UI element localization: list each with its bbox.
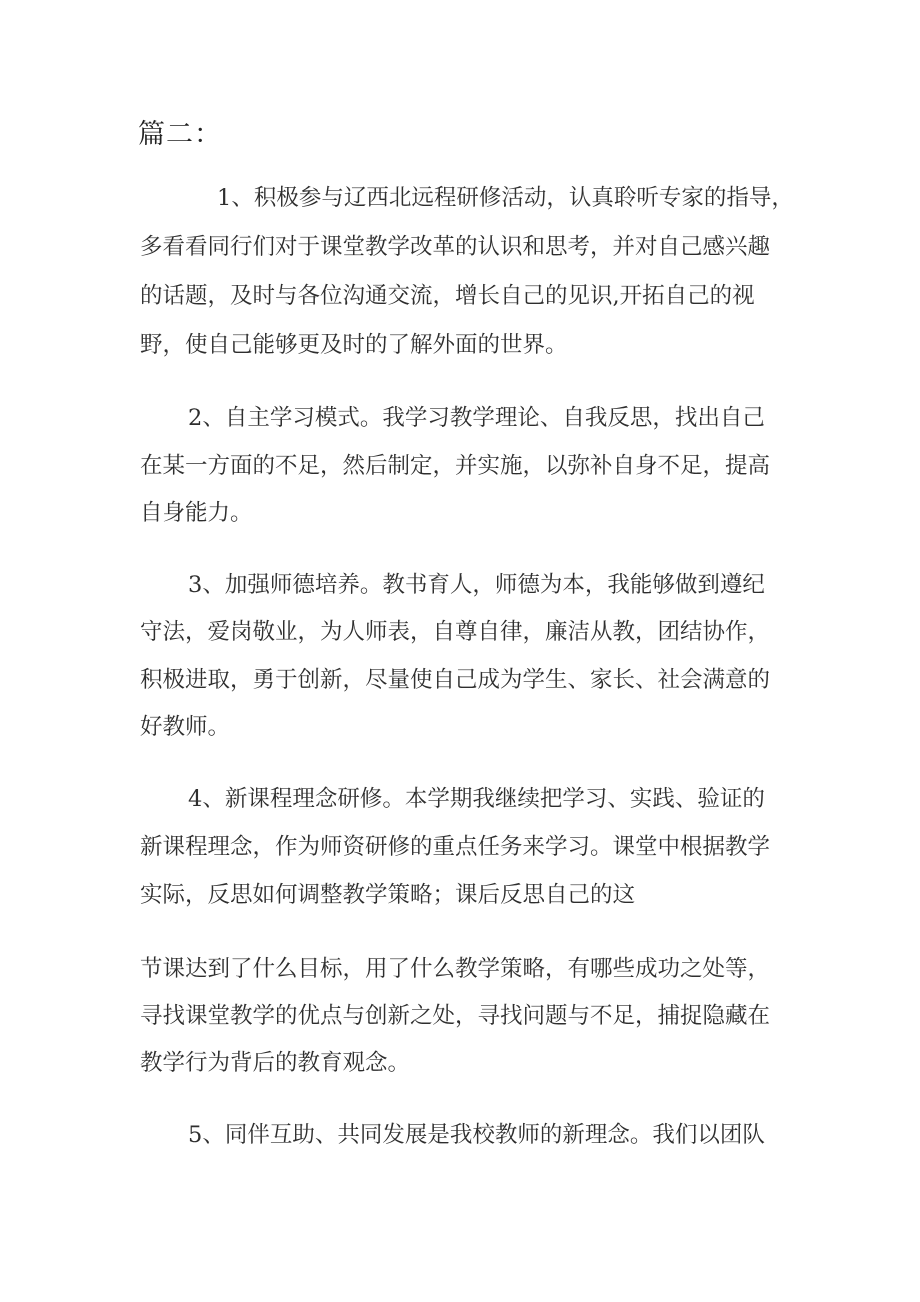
paragraph-1-line-4: 野，使自己能够更及时的了解外面的世界。 <box>140 332 568 358</box>
paragraph-5-line-2: 寻找课堂教学的优点与创新之处，寻找问题与不足，捕捉隐藏在 <box>140 1003 771 1029</box>
paragraph-3-line-4: 好教师。 <box>140 714 231 740</box>
paragraph-5-line-1: 节课达到了什么目标，用了什么教学策略，有哪些成功之处等， <box>140 956 771 982</box>
paragraph-4-line-3: 实际，反思如何调整教学策略；课后反思自己的这 <box>140 882 636 908</box>
paragraph-1-line-1: 1、积极参与辽西北远程研修活动，认真聆听专家的指导， <box>217 185 794 211</box>
paragraph-1-line-3: 的话题，及时与各位沟通交流，增长自己的见识,开拓自己的视 <box>140 283 755 309</box>
paragraph-3-line-3: 积极进取，勇于创新，尽量使自己成为学生、家长、社会满意的 <box>140 667 771 693</box>
paragraph-4-line-2: 新课程理念，作为师资研修的重点任务来学习。课堂中根据教学 <box>140 834 771 860</box>
paragraph-3-line-2: 守法，爱岗敬业，为人师表，自尊自律，廉洁从教，团结协作， <box>140 619 771 645</box>
section-heading: 篇二： <box>138 119 222 150</box>
paragraph-4-line-1: 4、新课程理念研修。本学期我继续把学习、实践、验证的 <box>188 786 765 812</box>
paragraph-2-line-1: 2、自主学习模式。我学习教学理论、自我反思，找出自己 <box>188 405 765 431</box>
paragraph-2-line-2: 在某一方面的不足，然后制定，并实施，以弥补自身不足，提高 <box>140 453 771 479</box>
paragraph-3-line-1: 3、加强师德培养。教书育人，师德为本，我能够做到遵纪 <box>188 572 765 598</box>
paragraph-5-line-3: 教学行为背后的教育观念。 <box>140 1050 411 1076</box>
paragraph-1-line-2: 多看看同行们对于课堂教学改革的认识和思考，并对自己感兴趣 <box>140 234 771 260</box>
paragraph-6-line-1: 5、同伴互助、共同发展是我校教师的新理念。我们以团队 <box>188 1122 765 1148</box>
paragraph-2-line-3: 自身能力。 <box>140 500 253 526</box>
